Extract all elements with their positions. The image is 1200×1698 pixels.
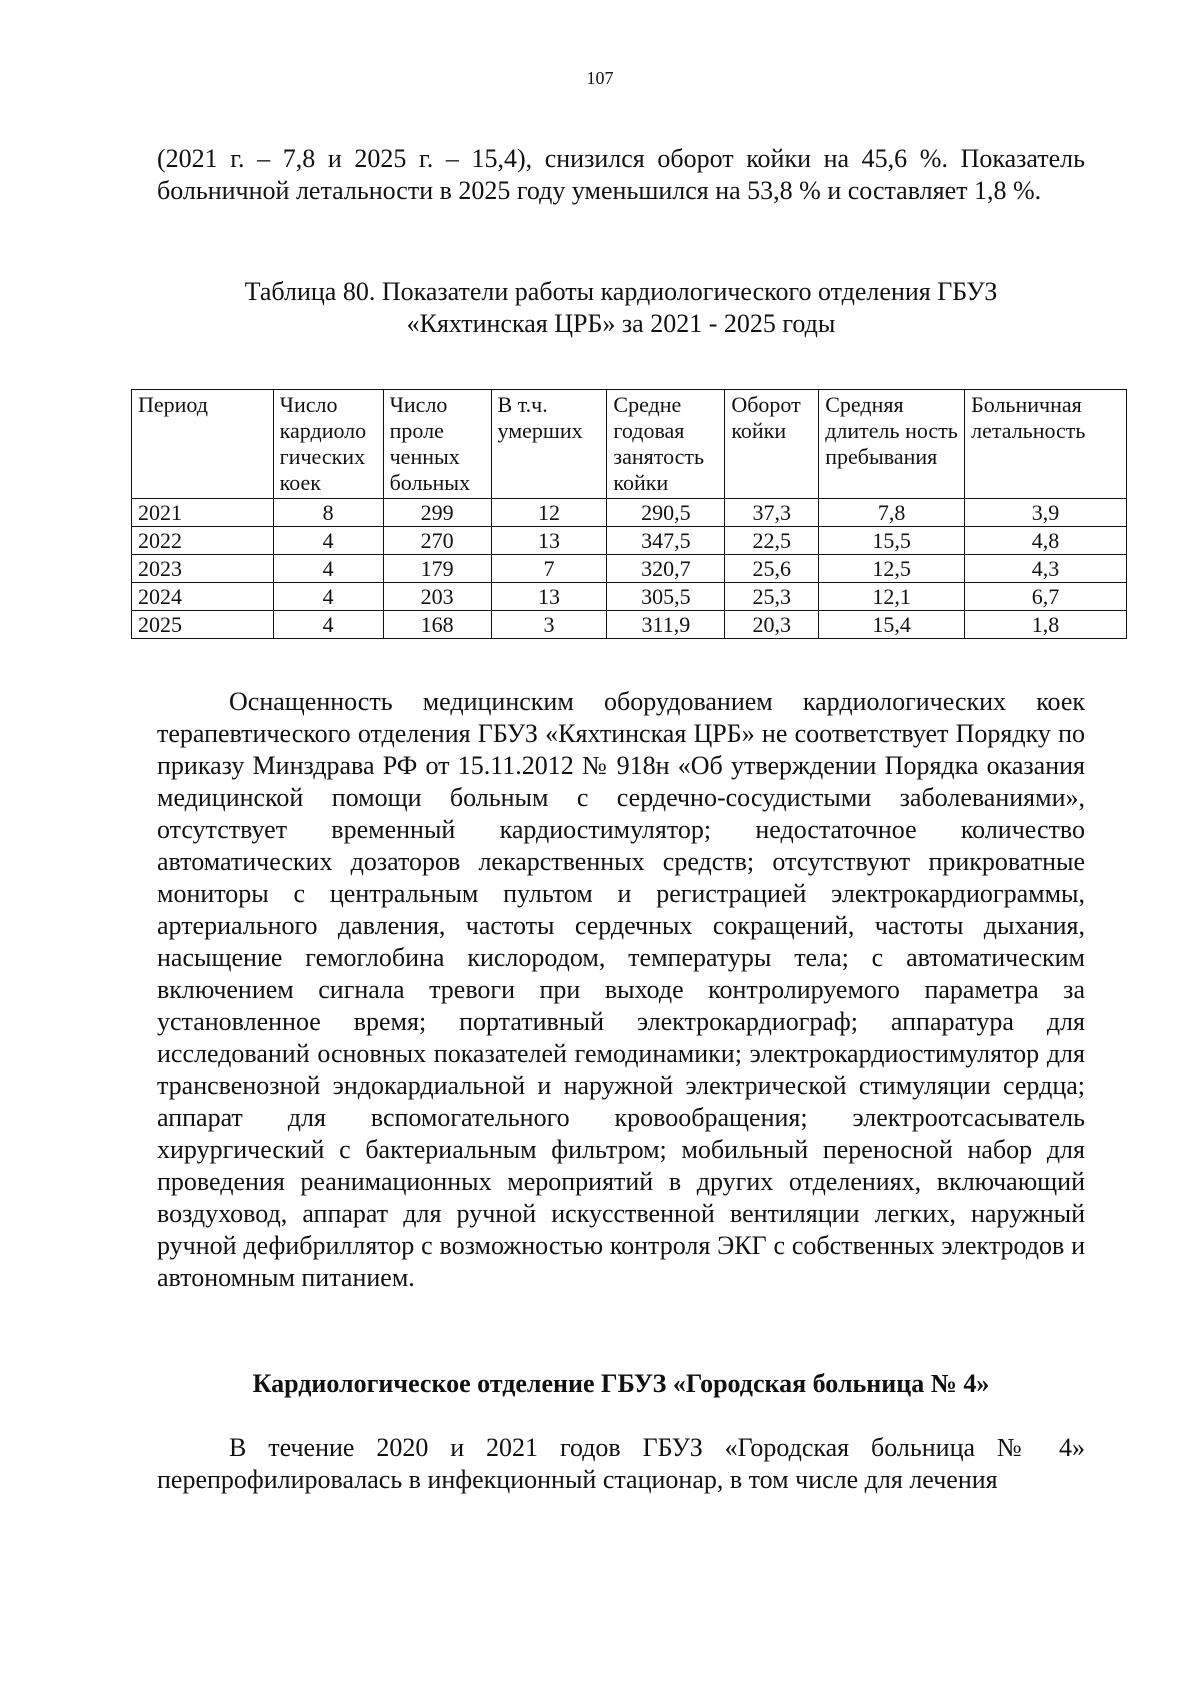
- page-number: 107: [586, 68, 614, 88]
- cell-mortality: 1,8: [965, 611, 1127, 639]
- cell-bed-occupancy: 290,5: [607, 499, 725, 527]
- cell-bed-occupancy: 347,5: [607, 527, 725, 555]
- cardiology-stats-table: [131, 389, 1127, 639]
- cell-mortality: 6,7: [965, 583, 1127, 611]
- header-bed-occupancy: Средне годовая занятость койки: [607, 390, 725, 499]
- cell-treated-patients: 179: [383, 555, 491, 583]
- cell-period: 2021: [132, 499, 274, 527]
- cell-avg-stay: 15,5: [819, 527, 965, 555]
- table-row: [132, 583, 1127, 611]
- cell-avg-stay: 15,4: [819, 611, 965, 639]
- cell-bed-turnover: 20,3: [725, 611, 819, 639]
- cell-period: 2022: [132, 527, 274, 555]
- header-deaths: В т.ч. умерших: [491, 390, 607, 499]
- table-caption: [157, 276, 1085, 340]
- cell-cardio-beds: 4: [273, 583, 383, 611]
- cell-deaths: 7: [491, 555, 607, 583]
- cell-deaths: 3: [491, 611, 607, 639]
- cell-bed-turnover: 22,5: [725, 527, 819, 555]
- cell-bed-occupancy: 305,5: [607, 583, 725, 611]
- header-period: Период: [132, 390, 274, 499]
- cell-treated-patients: 299: [383, 499, 491, 527]
- cell-bed-occupancy: 311,9: [607, 611, 725, 639]
- cell-cardio-beds: 8: [273, 499, 383, 527]
- cell-deaths: 13: [491, 583, 607, 611]
- cell-period: 2023: [132, 555, 274, 583]
- table-row: [132, 499, 1127, 527]
- table-row: [132, 555, 1127, 583]
- cell-avg-stay: 7,8: [819, 499, 965, 527]
- table-caption-line-1: Таблица 80. Показатели работы кардиологического отделения ГБУЗ: [244, 277, 998, 306]
- table-row: [132, 611, 1127, 639]
- cell-bed-turnover: 37,3: [725, 499, 819, 527]
- header-treated-patients: Число проле ченных больных: [383, 390, 491, 499]
- cell-deaths: 12: [491, 499, 607, 527]
- cell-cardio-beds: 4: [273, 555, 383, 583]
- cell-avg-stay: 12,5: [819, 555, 965, 583]
- section-heading: Кардиологическое отделение ГБУЗ «Городская больница № 4»: [252, 1369, 990, 1398]
- table-row: [132, 527, 1127, 555]
- cell-mortality: 4,8: [965, 527, 1127, 555]
- equipment-paragraph: Оснащенность медицинским оборудованием кардиологических коек терапевтического отделения ГБУЗ «Кяхтинская ЦРБ» не соответствует Порядку по приказу Минздрава РФ от 15.11.2012 № 918н «Об утверждении Порядка оказания медицинской помощи больным с сердечно-сосудистыми заболеваниями», отсутствует временный кардиостимулятор; недостаточное количество автоматических дозаторов лекарственных средств; отсутствуют прикроватные мониторы с центральным пультом и регистрацией электрокардиограммы, артериального давления, частоты сердечных сокращений, частоты дыхания, насыщение гемоглобина кислородом, температуры тела; с автоматическим включением сигнала тревоги при выходе контролируемого параметра за установленное время; портативный электрокардиограф; аппаратура для исследований основных показателей гемодинамики; электрокардиостимулятор для трансвенозной эндокардиальной и наружной электрической стимуляции сердца; аппарат для вспомогательного кровообращения; электроотсасыватель хирургический с бактериальным фильтром; мобильный переносной набор для проведения реанимационных мероприятий в других отделениях, включающий воздуховод, аппарат для ручной искусственной вентиляции легких, наружный ручной дефибриллятор с возможностью контроля ЭКГ с собственных электродов и автономным питанием.: [157, 687, 1085, 1292]
- header-avg-stay: Средняя длитель ность пребывания: [819, 390, 965, 499]
- cell-cardio-beds: 4: [273, 611, 383, 639]
- cell-bed-turnover: 25,3: [725, 583, 819, 611]
- cell-bed-turnover: 25,6: [725, 555, 819, 583]
- intro-paragraph: (2021 г. – 7,8 и 2025 г. – 15,4), снизился оборот койки на 45,6 %. Показатель больничной летальности в 2025 году уменьшился на 53,8 % и составляет 1,8 %.: [157, 144, 1085, 205]
- cell-avg-stay: 12,1: [819, 583, 965, 611]
- cell-period: 2024: [132, 583, 274, 611]
- closing-paragraph: В течение 2020 и 2021 годов ГБУЗ «Городская больница № 4» перепрофилировалась в инфекционный стационар, в том числе для лечения: [157, 1433, 1085, 1494]
- cell-bed-occupancy: 320,7: [607, 555, 725, 583]
- cell-mortality: 3,9: [965, 499, 1127, 527]
- header-cardio-beds: Число кардиоло гических коек: [273, 390, 383, 499]
- cell-cardio-beds: 4: [273, 527, 383, 555]
- cell-deaths: 13: [491, 527, 607, 555]
- cell-treated-patients: 203: [383, 583, 491, 611]
- cell-mortality: 4,3: [965, 555, 1127, 583]
- cell-treated-patients: 168: [383, 611, 491, 639]
- table-caption-line-2: «Кяхтинская ЦРБ» за 2021 - 2025 годы: [406, 309, 836, 338]
- header-bed-turnover: Оборот койки: [725, 390, 819, 499]
- cell-treated-patients: 270: [383, 527, 491, 555]
- table-header-row: [132, 390, 1127, 499]
- cell-period: 2025: [132, 611, 274, 639]
- header-mortality: Больничная летальность: [965, 390, 1127, 499]
